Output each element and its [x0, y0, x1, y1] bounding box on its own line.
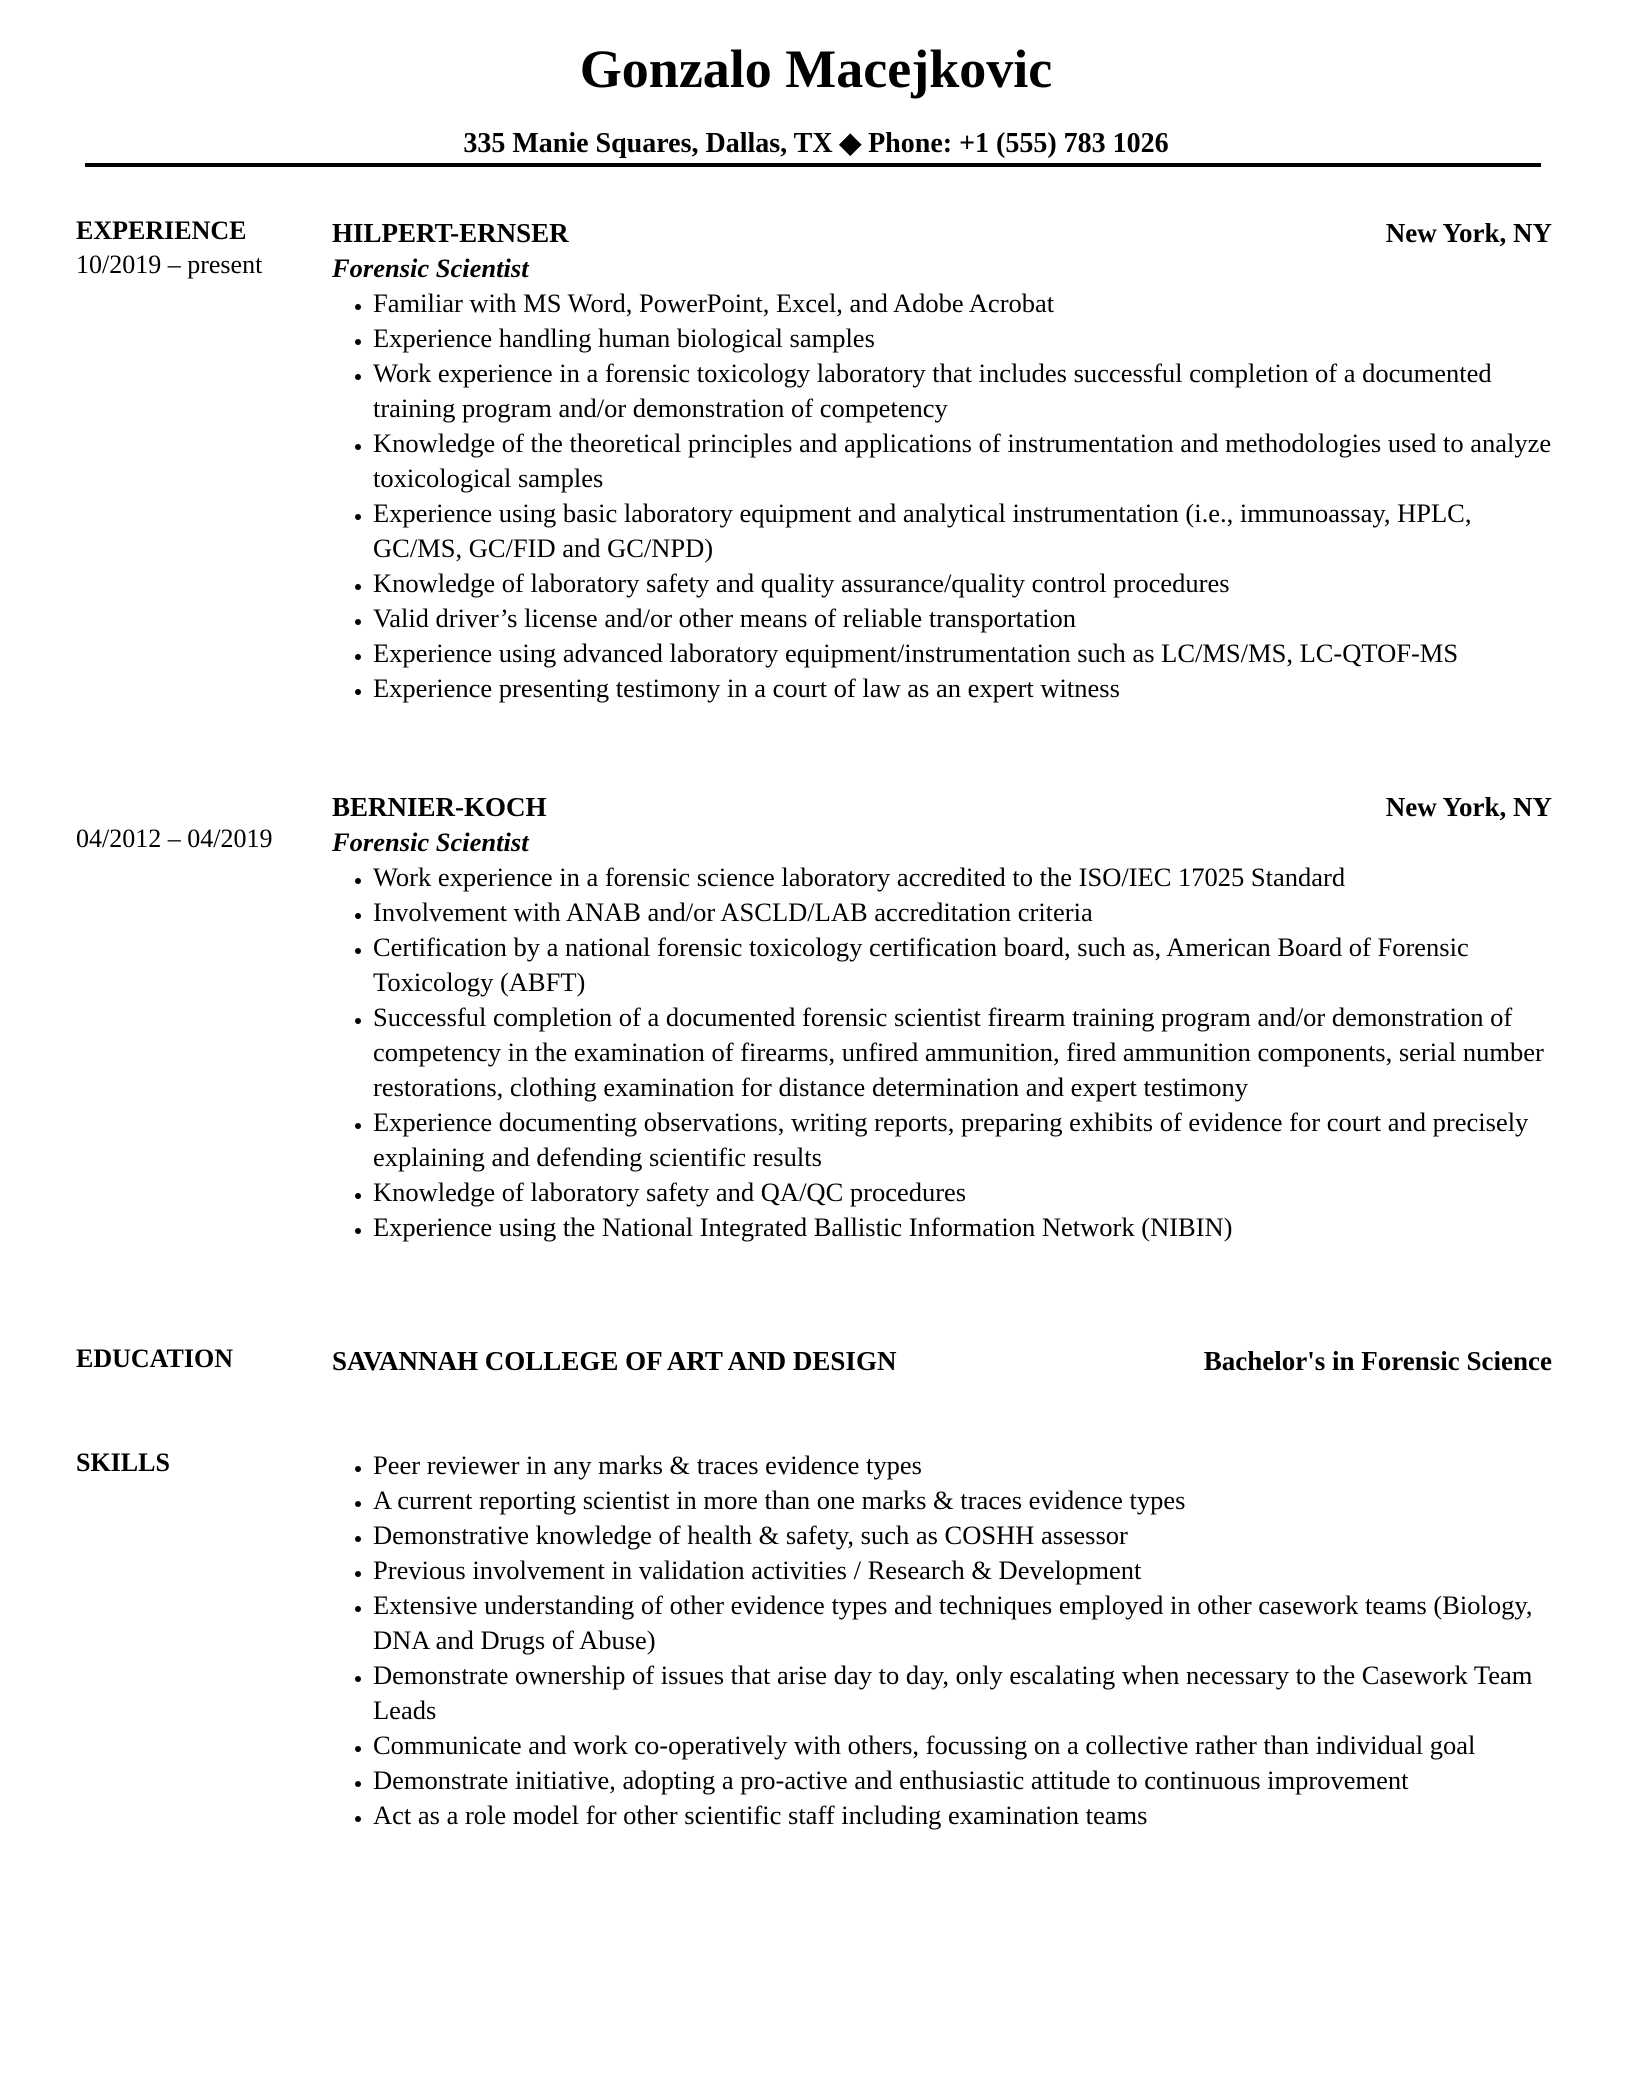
skills-list	[332, 1448, 1552, 1833]
list-item: • Demonstrative knowledge of health & safety, such as COSHH assessor	[373, 1518, 1552, 1553]
list-item: • Experience using advanced laboratory equipment/instrumentation such as LC/MS/MS, LC-QTOF-MS	[373, 636, 1552, 671]
list-item: • Demonstrate initiative, adopting a pro-active and enthusiastic attitude to continuous improvement	[373, 1763, 1552, 1798]
list-item: • Involvement with ANAB and/or ASCLD/LAB accreditation criteria	[373, 895, 1552, 930]
company-name: HILPERT-ERNSER	[332, 218, 569, 248]
list-item: • Experience handling human biological samples	[373, 321, 1552, 356]
list-item: • Act as a role model for other scientific staff including examination teams	[373, 1798, 1552, 1833]
list-item: • Experience documenting observations, writing reports, preparing exhibits of evidence for court and precisely explaining and defending scientific results	[373, 1105, 1552, 1175]
list-item: • Peer reviewer in any marks & traces evidence types	[373, 1448, 1552, 1483]
company-name: BERNIER-KOCH	[332, 792, 547, 822]
section-label-skills: SKILLS	[76, 1448, 170, 1477]
list-item: • Valid driver’s license and/or other means of reliable transportation	[373, 601, 1552, 636]
job-entry	[332, 790, 1552, 1245]
job-dates: 10/2019 – present	[76, 250, 263, 279]
degree: Bachelor's in Forensic Science	[1203, 1346, 1552, 1376]
list-item: • Work experience in a forensic toxicology laboratory that includes successful completion of a documented training program and/or demonstration of competency	[373, 356, 1552, 426]
list-item: • Demonstrate ownership of issues that arise day to day, only escalating when necessary to the Casework Team Leads	[373, 1658, 1552, 1728]
list-item: • Extensive understanding of other evidence types and techniques employed in other casework teams (Biology, DNA and Drugs of Abuse)	[373, 1588, 1552, 1658]
school-name: SAVANNAH COLLEGE OF ART AND DESIGN	[332, 1346, 897, 1376]
job-bullets	[332, 860, 1552, 1245]
list-item: • Experience using basic laboratory equipment and analytical instrumentation (i.e., immunoassay, HPLC, GC/MS, GC/FID and GC/NPD)	[373, 496, 1552, 566]
job-bullets	[332, 286, 1552, 706]
list-item: • Work experience in a forensic science laboratory accredited to the ISO/IEC 17025 Standard	[373, 860, 1552, 895]
section-label-education: EDUCATION	[76, 1344, 233, 1373]
section-label-experience: EXPERIENCE	[76, 216, 247, 245]
list-item: • Knowledge of the theoretical principles and applications of instrumentation and methodologies used to analyze toxicological samples	[373, 426, 1552, 496]
list-item: • Knowledge of laboratory safety and QA/QC procedures	[373, 1175, 1552, 1210]
list-item: • Certification by a national forensic toxicology certification board, such as, American Board of Forensic Toxicology (ABFT)	[373, 930, 1552, 1000]
header-divider	[85, 163, 1541, 167]
list-item: • Communicate and work co-operatively with others, focussing on a collective rather than individual goal	[373, 1728, 1552, 1763]
contact-line: 335 Manie Squares, Dallas, TX ◆ Phone: +1 (555) 783 1026	[463, 128, 1169, 159]
skills-list-wrap	[332, 1448, 1552, 1833]
job-location: New York, NY	[1385, 218, 1552, 248]
education-entry	[332, 1344, 1552, 1379]
job-location: New York, NY	[1385, 792, 1552, 822]
list-item: • Knowledge of laboratory safety and quality assurance/quality control procedures	[373, 566, 1552, 601]
job-dates: 04/2012 – 04/2019	[76, 824, 273, 853]
job-entry	[332, 216, 1552, 706]
list-item: • Previous involvement in validation activities / Research & Development	[373, 1553, 1552, 1588]
candidate-name: Gonzalo Macejkovic	[579, 39, 1053, 99]
list-item: • A current reporting scientist in more than one marks & traces evidence types	[373, 1483, 1552, 1518]
job-title: Forensic Scientist	[332, 827, 529, 857]
list-item: • Familiar with MS Word, PowerPoint, Excel, and Adobe Acrobat	[373, 286, 1552, 321]
list-item: • Experience presenting testimony in a court of law as an expert witness	[373, 671, 1552, 706]
list-item: • Successful completion of a documented forensic scientist firearm training program and/or demonstration of competency in the examination of firearms, unfired ammunition, fired ammunition components, serial number restorations, clothing examination for distance determination and expert testimony	[373, 1000, 1552, 1105]
job-title: Forensic Scientist	[332, 253, 529, 283]
list-item: • Experience using the National Integrated Ballistic Information Network (NIBIN)	[373, 1210, 1552, 1245]
